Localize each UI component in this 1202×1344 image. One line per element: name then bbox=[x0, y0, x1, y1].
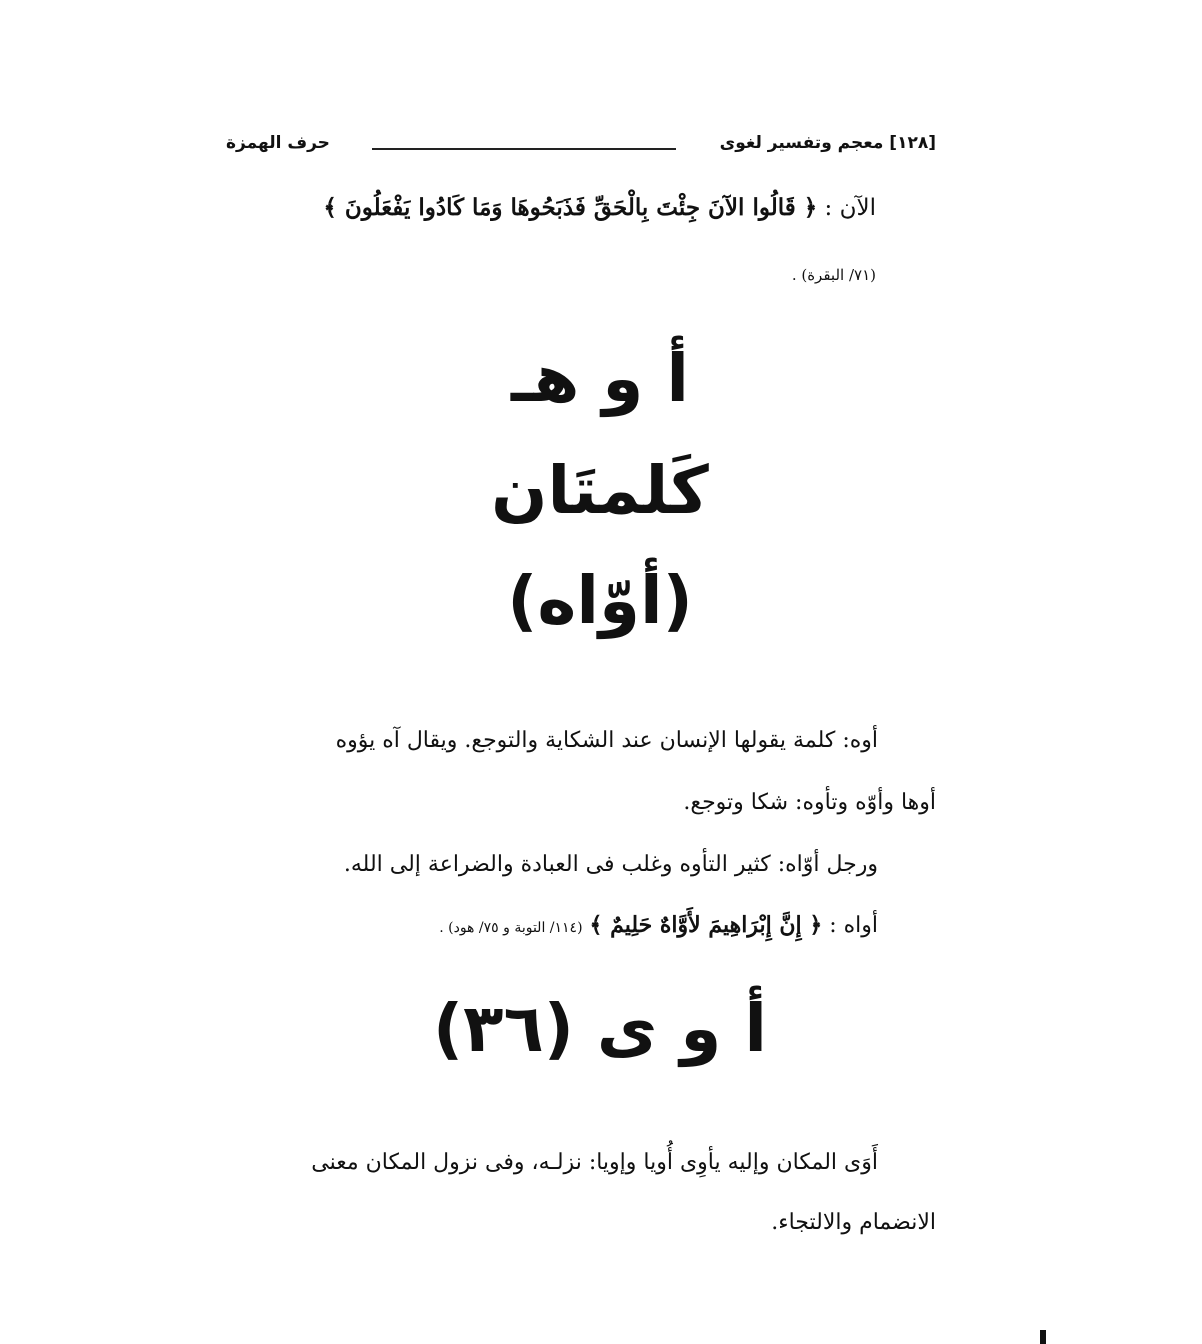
next-entry-line-2: الانضمام والالتجاء. bbox=[771, 1210, 936, 1235]
page-edge-mark bbox=[1040, 1330, 1046, 1344]
entry-quote-line bbox=[350, 912, 878, 938]
entry-root-heading: أ و هـ bbox=[511, 340, 689, 417]
running-header-chapter: حرف الهمزة bbox=[226, 133, 330, 153]
entry-paragraph-line-3: ورجل أوّاه: كثير التأوه وغلب فى العبادة والضراعة إلى الله. bbox=[343, 852, 878, 877]
entry-paragraph-line-2: أوها وأوّه وتأوه: شكا وتوجع. bbox=[683, 790, 936, 815]
entry-word-count-heading: كَلمتَان bbox=[491, 452, 709, 529]
running-header-book-title: [١٢٨] معجم وتفسير لغوى bbox=[719, 133, 936, 153]
next-entry-heading: أ و ى (٣٦) bbox=[433, 990, 767, 1067]
previous-entry-quote bbox=[310, 194, 876, 221]
header-rule bbox=[372, 148, 676, 150]
entry-quote-reference: (١١٤/ التوبة و ٧٥/ هود) . bbox=[439, 920, 583, 936]
entry-quote-verse: ﴿ إِنَّ إِبْرَاهِيمَ لأَوَّاهٌ حَلِيمٌ ﴾ bbox=[589, 912, 823, 938]
previous-entry-word: الآن : bbox=[824, 195, 876, 221]
entry-paragraph-line-1: أوه: كلمة يقولها الإنسان عند الشكاية والتوجع. ويقال آه يؤوه bbox=[335, 728, 878, 753]
next-entry-line-1: أَوَى المكان وإليه يأوِى أُويا وإويا: نزلـه، وفى نزول المكان معنى bbox=[311, 1150, 878, 1175]
previous-entry-reference: (٧١/ البقرة) . bbox=[791, 266, 876, 284]
entry-quote-word: أواه : bbox=[829, 913, 878, 938]
previous-entry-verse: ﴿ قَالُوا الآنَ جِئْتَ بِالْحَقِّ فَذَبَحُوهَا وَمَا كَادُوا يَفْعَلُونَ ﴾ bbox=[323, 194, 818, 221]
entry-word-heading: (أوّاه) bbox=[507, 562, 693, 639]
